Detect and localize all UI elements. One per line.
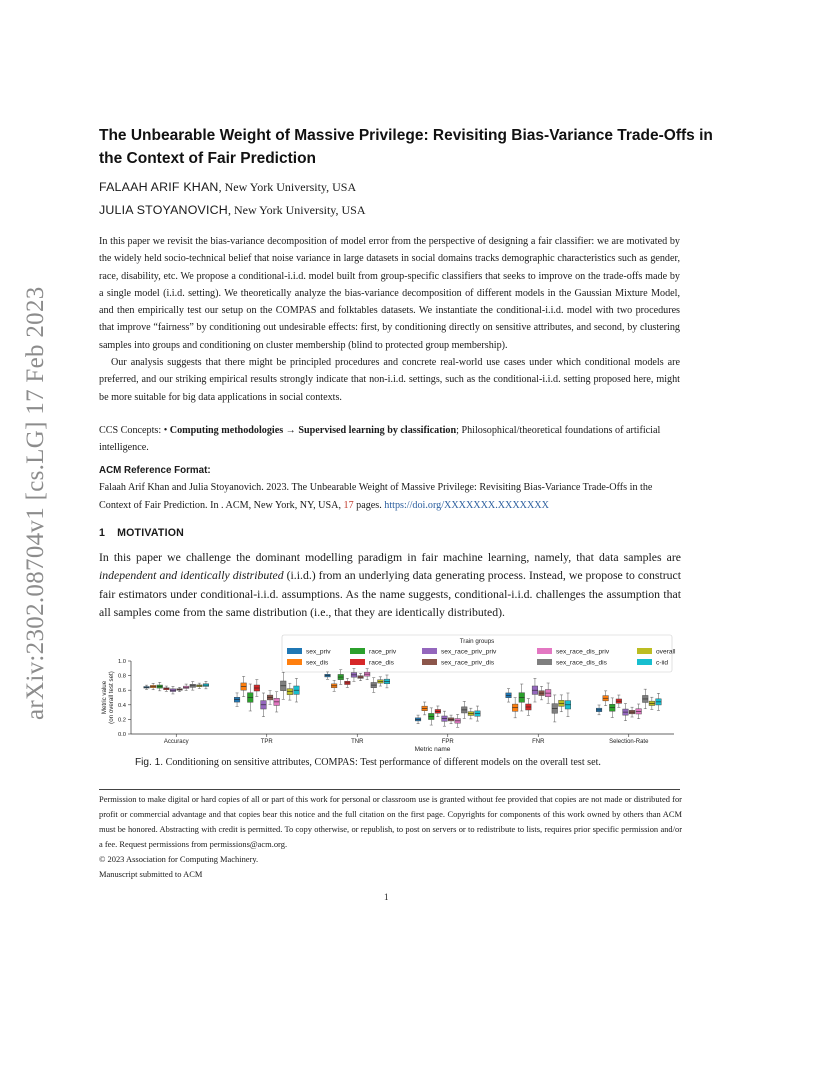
legend-label: sex_dis <box>306 659 329 667</box>
legend-label: sex_priv <box>306 648 331 656</box>
acm-reference <box>99 462 680 514</box>
legend-swatch <box>422 659 437 665</box>
abstract-paragraph: In this paper we revisit the bias-variance decomposition of model error from the perspective of designing a fair classifier: we are motivated by the widely held socio-technical belief that noise variance in large datasets in social domains tracks demographic characteristics such as gender, race, disability, etc. We propose a conditional-i.i.d. model built from group-specific classifiers that seeks to improve on the trade-offs made by a single model (i.i.d. setting). We theoretically analyze the bias-variance decomposition of different models in the Gaussian Mixture Model, and then empirically test our setup on the COMPAS and folktables datasets. We instantiate the conditional-i.i.d. model with two procedures that improve “fairness” by conditioning out undesirable effects: first, by conditioning directly on sensitive attributes, and second, by clustering samples into groups and conditioning on cluster membership (blind to protected group membership). <box>99 236 680 351</box>
footnote <box>99 792 682 882</box>
ccs-rest: ; Philosophical/theoretical foundations of artificial intelligence. <box>99 425 661 454</box>
legend-label: sex_race_priv_priv <box>441 648 497 656</box>
legend-swatch <box>637 648 652 654</box>
legend-label: sex_race_priv_dis <box>441 659 495 667</box>
caption-text: Conditioning on sensitive attributes, COMPAS: Test performance of different models on the overall test set. <box>163 757 601 768</box>
x-tick-label: TPR <box>260 739 273 745</box>
box-plot-chart <box>98 633 680 753</box>
x-tick-label: Selection-Rate <box>609 739 649 745</box>
motivation-paragraph <box>99 549 681 622</box>
acm-reference-body <box>99 479 680 514</box>
x-tick-label: FNR <box>532 739 545 745</box>
ccs-prefix: CCS Concepts: • <box>99 425 170 436</box>
arxiv-stamp: arXiv:2302.08704v1 [cs.LG] 17 Feb 2023 <box>22 286 49 720</box>
figure-caption <box>135 757 601 768</box>
y-axis-label: (on overall test set) <box>108 671 115 724</box>
figure-1 <box>98 633 680 753</box>
y-tick-label: 0.6 <box>117 688 126 695</box>
legend-swatch <box>350 648 365 654</box>
y-tick-label: 0.8 <box>117 673 126 680</box>
abstract-paragraph: Our analysis suggests that there might be principled procedures and concrete real-world use cases under which conditional models are preferred, and our striking empirical results strongly indicate that non-i.i.d. settings, such as the conditional-i.i.d. setting proposed here, might be more suitable for big data applications in social contexts. <box>99 357 680 403</box>
section-title: MOTIVATION <box>117 527 185 539</box>
legend-swatch <box>287 659 302 665</box>
legend-label: race_dis <box>369 659 394 667</box>
legend-label: overall <box>656 648 676 656</box>
legend-label: sex_race_dis_priv <box>556 648 610 656</box>
legend-swatch <box>422 648 437 654</box>
legend-swatch <box>287 648 302 654</box>
paper-title: The Unbearable Weight of Massive Privilege: Revisiting Bias-Variance Trade-Offs in the Context of Fair Prediction <box>99 127 713 167</box>
author-name: FALAAH ARIF KHAN <box>99 180 219 194</box>
author-name: JULIA STOYANOVICH <box>99 203 228 217</box>
doi-link[interactable]: https://doi.org/XXXXXXX.XXXXXXX <box>384 499 549 511</box>
motivation-text-2: (i.i.d.) from an underlying data generating process. Instead, we propose to construct fair estimators under conditional-i.i.d. assumptions. As the name suggests, conditional-i.i.d. challenges the assumption that all samples come from the same distribution (i.e., that they are identically distributed). <box>99 569 681 619</box>
caption-label: Fig. 1. <box>135 757 164 768</box>
x-tick-label: FPR <box>441 739 454 745</box>
ccs-concepts <box>99 422 680 457</box>
legend-swatch <box>537 648 552 654</box>
y-tick-label: 1.0 <box>117 659 126 665</box>
author-affiliation: , New York University, USA <box>218 180 357 194</box>
page-count-link[interactable]: 17 <box>343 499 354 511</box>
copyright-line: © 2023 Association for Computing Machinery. <box>99 854 259 864</box>
footnote-rule <box>99 789 680 790</box>
y-axis-label: Metric value <box>101 680 108 715</box>
legend-title: Train groups <box>459 638 495 645</box>
legend-swatch <box>350 659 365 665</box>
x-tick-label: Accuracy <box>163 739 189 745</box>
ccs-bold: Computing methodologies → Supervised learning by classification <box>169 425 457 436</box>
author-affiliation: , New York University, USA <box>227 203 366 217</box>
x-tick-label: TNR <box>351 739 364 745</box>
legend-swatch <box>537 659 552 665</box>
manuscript-line: Manuscript submitted to ACM <box>99 869 203 879</box>
acm-reference-text: Falaah Arif Khan and Julia Stoyanovich. 2023. The Unbearable Weight of Massive Privilege: Revisiting Bias-Variance Trade-Offs in the Context of Fair Prediction. In . ACM, New York, NY, USA, <box>99 482 653 511</box>
section-heading <box>99 527 184 539</box>
abstract <box>99 233 680 406</box>
y-tick-label: 0.4 <box>117 702 126 709</box>
legend-label: c-iid <box>656 659 669 667</box>
author-1 <box>99 180 356 195</box>
x-axis-label: Metric name <box>414 746 451 753</box>
permission-notice: Permission to make digital or hard copies of all or part of this work for personal or classroom use is granted without fee provided that copies are not made or distributed for profit or commercial advantage and that copies bear this notice and the full citation on the first page. Copyrights for components of this work owned by others than ACM must be honored. Abstracting with credit is permitted. To copy otherwise, or republish, to post on servers or to redistribute to lists, requires prior specific permission and/or a fee. Request permissions from permissions@acm.org. <box>99 794 682 849</box>
author-2 <box>99 203 366 218</box>
motivation-italic: independent and identically distributed <box>99 569 284 583</box>
y-tick-label: 0.2 <box>117 717 126 724</box>
y-tick-label: 0.0 <box>117 732 126 738</box>
motivation-text-1: In this paper we challenge the dominant modelling paradigm in fair machine learning, namely, that data samples are <box>99 551 681 564</box>
acm-reference-heading: ACM Reference Format: <box>99 465 211 476</box>
acm-reference-suffix: pages. <box>353 499 385 511</box>
legend-label: sex_race_dis_dis <box>556 659 607 667</box>
legend-swatch <box>637 659 652 665</box>
section-number: 1 <box>99 527 106 539</box>
legend-label: race_priv <box>369 648 397 656</box>
page-number: 1 <box>384 892 389 902</box>
